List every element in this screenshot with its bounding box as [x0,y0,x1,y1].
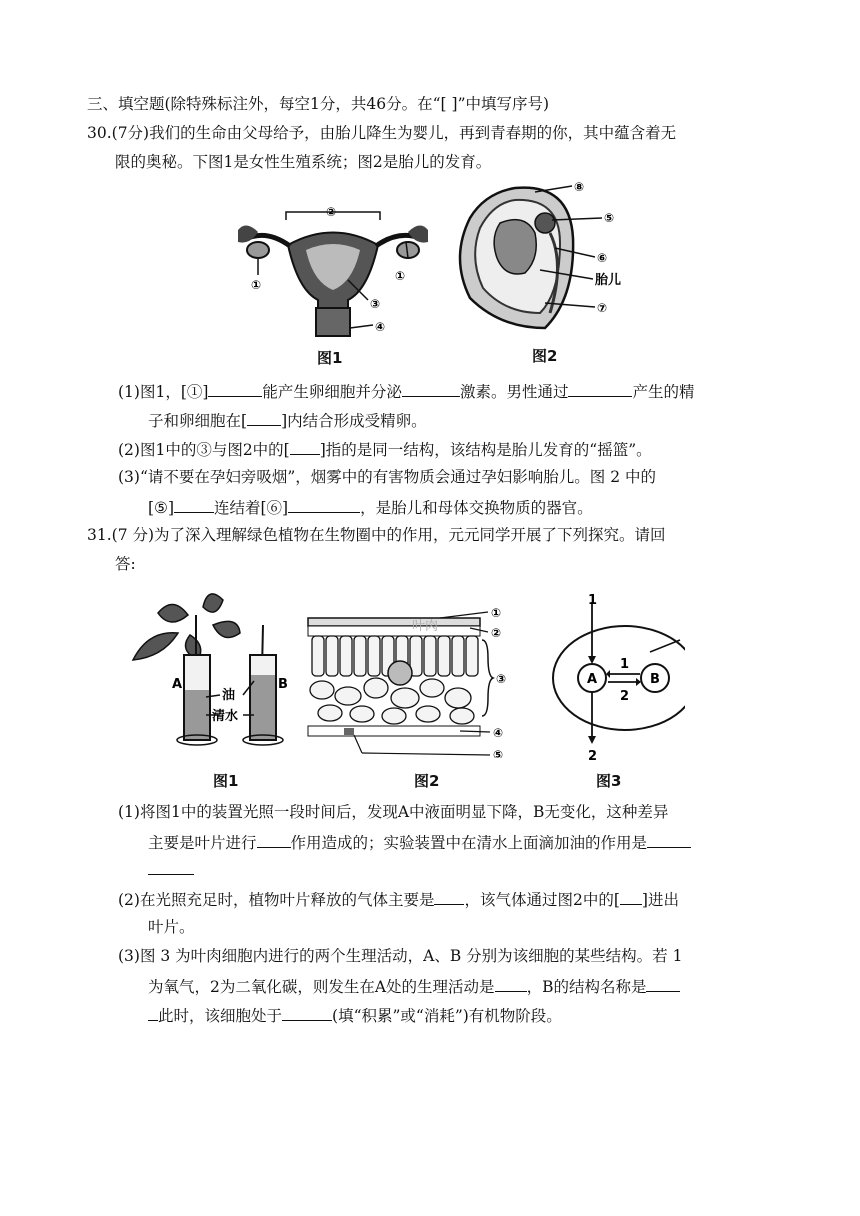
q30-p1-e: 子和卵细胞在[ [148,412,248,430]
q31-fig2-label-5: ⑤ [493,748,504,758]
q30-blank-structure-5[interactable] [174,496,214,513]
q31-p3-c: ，B的结构名称是 [526,978,647,996]
q31-blank-gas[interactable] [434,888,464,905]
q30-fig1-caption: 图1 [317,349,343,367]
q30-fig2-caption: 图2 [532,347,558,365]
q31-blank-accumulate-consume[interactable] [282,1004,332,1021]
q30-intro-line1: 30.(7分)我们的生命由父母给予，由胎儿降生为婴儿，再到青春期的你，其中蕴含着无 [87,124,677,142]
q31-blank-oil-purpose-cont[interactable] [148,858,194,875]
q31-fig1-label-oil: 油 [222,688,236,703]
q30-blank-hormone[interactable] [402,380,460,397]
q30-fig1-label-3: ③ [370,297,381,311]
q31-figure1-plant-tubes [128,585,298,750]
q30-p1-f: ]内结合形成受精卵。 [281,412,427,430]
q31-figure2-leaf-section [300,598,515,758]
q30-fig1-label-4: ④ [375,320,386,334]
q31-intro-line1: 31.(7 分)为了深入理解绿色植物在生物圈中的作用，元元同学开展了下列探究。请回 [87,526,666,544]
q31-blank-structure-b-cont[interactable] [148,1004,158,1021]
section-title: 三、填空题(除特殊标注外，每空1分，共46分。在“[ ]”中填写序号) [87,95,550,113]
q31-figure3-cell-diagram [550,590,685,765]
q30-p3-c: 连结着[⑥] [214,499,289,517]
q31-fig3-label-1-top: 1 [588,593,598,608]
q30-blank-fertilization-site[interactable] [247,409,281,426]
q31-p3-e: (填“积累”或“消耗”)有机物阶段。 [332,1007,562,1025]
q31-part3-line3 [148,1004,562,1026]
q31-part1-line1: (1)将图1中的装置光照一段时间后，发现A中液面明显下降，B无变化，这种差异 [118,803,669,821]
q31-fig1-caption: 图1 [213,772,239,790]
q30-fig2-label-fetus: 胎儿 [595,273,622,288]
q31-p1-b: 主要是叶片进行 [148,834,257,852]
q30-p1-a: (1)图1，[①] [118,383,209,401]
q31-fig3-label-2-bottom: 2 [588,749,598,764]
q30-blank-same-structure[interactable] [290,438,320,455]
q31-part1-line2 [148,831,691,853]
q30-p1-b: 能产生卵细胞并分泌 [262,383,402,401]
q30-fig1-label-1-right: ① [395,269,406,283]
q30-p3-d: ，是胎儿和母体交换物质的器官。 [360,499,593,517]
q30-p2-a: (2)图1中的③与图2中的[ [118,441,290,459]
q30-figure2-fetus [455,178,650,338]
q31-fig2-label-3: ③ [496,672,507,686]
q31-intro-line2: 答: [115,555,136,573]
q31-part2-line2: 叶片。 [148,918,195,936]
q31-p1-c: 作用造成的；实验装置中在清水上面滴加油的作用是 [290,834,648,852]
q31-fig3-label-b: B [650,672,660,687]
q30-figure1-reproductive-system [228,190,438,350]
q30-p2-b: ]指的是同一结构，该结构是胎儿发育的“摇篮”。 [319,441,652,459]
q31-fig2-label-2: ② [491,626,502,640]
q30-fig2-label-7: ⑦ [597,301,608,315]
q30-fig2-label-8: ⑧ [574,180,585,194]
q30-fig2-label-5: ⑤ [604,211,615,225]
q30-blank-ovary[interactable] [208,380,262,397]
q30-blank-testis[interactable] [568,380,632,397]
q31-fig3-label-2-mid: 2 [620,689,630,704]
q31-fig2-label-4: ④ [493,726,504,740]
q30-fig1-label-2: ② [326,205,337,219]
q31-p2-a: (2)在光照充足时，植物叶片释放的气体主要是 [118,891,435,909]
q31-part1-line3 [148,858,194,880]
q31-blank-stoma[interactable] [620,888,642,905]
q31-fig3-caption: 图3 [596,772,622,790]
q31-fig3-label-a: A [587,672,598,687]
q30-blank-structure-6[interactable] [288,496,360,513]
q30-part1-line1 [118,380,694,402]
q31-p3-b: 为氧气，2为二氧化碳，则发生在A处的生理活动是 [148,978,495,996]
q31-p2-c: ]进出 [641,891,679,909]
q31-blank-structure-b[interactable] [646,975,680,992]
q30-fig2-label-6: ⑥ [597,251,608,265]
q30-intro-line2: 限的奥秘。下图1是女性生殖系统；图2是胎儿的发育。 [115,153,492,171]
q31-fig2-faint-text: 叶肉 [412,619,439,634]
q30-p1-c: 激素。男性通过 [459,383,569,401]
q31-part3-line1: (3)图 3 为叶肉细胞内进行的两个生理活动，A、B 分别为该细胞的某些结构。若 1 [118,947,683,965]
q30-part3-line2 [148,496,593,518]
q31-fig2-caption: 图2 [414,772,440,790]
q31-fig1-label-water: 清水 [212,709,239,724]
q31-blank-oil-purpose[interactable] [647,831,691,848]
q31-fig3-label-1-mid: 1 [620,657,630,672]
q30-p1-d: 产生的精 [632,383,695,401]
q31-part2-line1 [118,888,679,910]
q31-fig1-label-a: A [172,677,183,692]
q31-fig2-label-1: ① [491,606,502,620]
q31-blank-activity-a[interactable] [495,975,527,992]
q31-p2-b: ，该气体通过图2中的[ [464,891,620,909]
q30-part1-line2 [148,409,427,431]
q30-part3-line1: (3)“请不要在孕妇旁吸烟”，烟雾中的有害物质会通过孕妇影响胎儿。图 2 中的 [118,468,657,486]
q31-part3-line2 [148,975,680,997]
q31-fig1-label-b: B [278,677,288,692]
q31-p3-d: 此时，该细胞处于 [158,1007,283,1025]
q30-part2 [118,438,652,460]
q30-p3-b: [⑤] [148,499,174,517]
q30-fig1-label-1-left: ① [251,278,262,292]
q31-blank-transpiration[interactable] [257,831,291,848]
